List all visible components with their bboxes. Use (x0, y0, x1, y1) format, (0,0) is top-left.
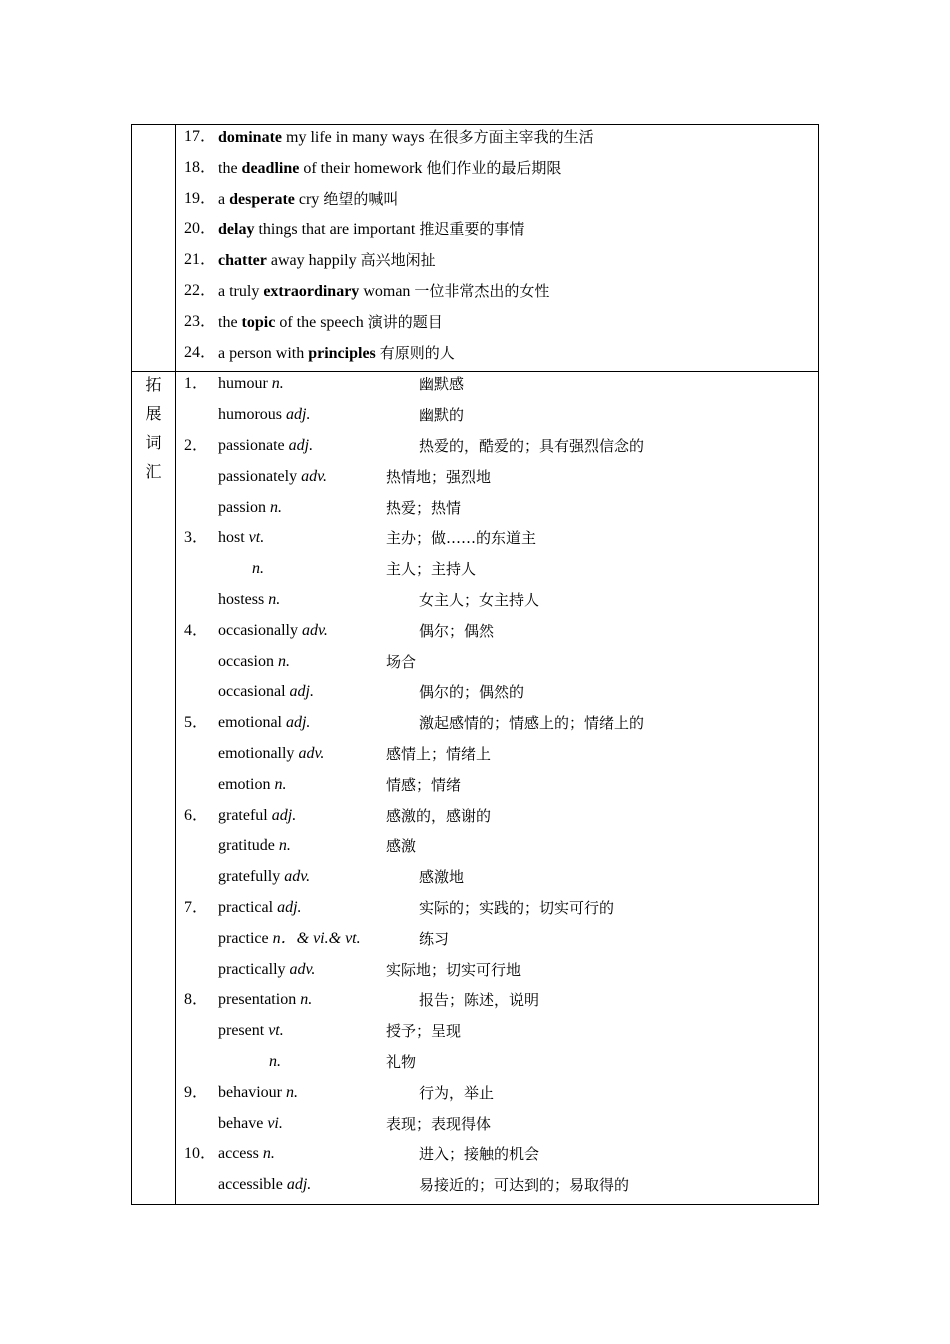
keyword: deadline (241, 159, 300, 177)
phrase-text (218, 248, 436, 273)
extended-vocab-row (132, 372, 819, 1205)
part-of-speech: n. (271, 375, 284, 393)
word-entry (218, 804, 296, 828)
word-family-item (176, 588, 818, 619)
part-of-speech: vi. (267, 1114, 283, 1132)
word-entry (218, 1112, 283, 1136)
phrase-item (176, 248, 818, 279)
word-family-item (176, 1142, 818, 1173)
phrase-text (218, 156, 561, 181)
part-of-speech: adj. (285, 714, 311, 732)
chinese-meaning: 场合 (386, 652, 417, 671)
headword: occasion (218, 652, 278, 670)
chinese-meaning: 表现；表现得体 (386, 1114, 492, 1133)
part-of-speech: adj. (277, 898, 302, 916)
item-number: 4． (184, 621, 209, 639)
word-entry (218, 650, 290, 674)
chinese-meaning: 进入；接触的机会 (419, 1145, 540, 1164)
chinese-meaning: 感激地 (419, 868, 465, 887)
chinese-meaning: 他们作业的最后期限 (426, 158, 562, 177)
part-of-speech: adj. (289, 683, 314, 701)
word-family-item (176, 773, 818, 804)
word-entry (218, 742, 324, 766)
extended-vocab-label (132, 372, 175, 488)
headword: passion (218, 498, 270, 516)
phrase-suffix: woman (359, 282, 411, 300)
phrase-text (218, 279, 549, 304)
chinese-meaning: 在很多方面主宰我的生活 (428, 128, 594, 146)
chinese-meaning: 实际地；切实可行地 (386, 960, 522, 979)
phrases-label-cell (132, 125, 176, 372)
chinese-meaning: 报告；陈述，说明 (419, 991, 540, 1010)
word-entry (218, 680, 314, 704)
phrase-text (218, 341, 455, 366)
phrase-item (176, 279, 818, 310)
item-number: 2． (184, 436, 209, 454)
word-family-item (176, 927, 818, 958)
word-entry (218, 927, 361, 951)
word-entry (218, 773, 286, 797)
word-entry (218, 958, 315, 982)
phrase-item (176, 341, 818, 372)
keyword: chatter (218, 252, 267, 270)
phrases-cell (176, 125, 819, 372)
headword: emotion (218, 775, 275, 793)
item-number: 8． (184, 991, 209, 1009)
keyword: dominate (218, 129, 282, 146)
part-of-speech: n. (252, 560, 264, 578)
part-of-speech: adj. (286, 406, 311, 424)
headword: practical (218, 898, 278, 916)
keyword: desperate (229, 190, 295, 208)
phrase-item (176, 187, 818, 218)
word-family-item (176, 711, 818, 742)
part-of-speech: n. (285, 1083, 298, 1101)
headword: gratitude (218, 837, 279, 855)
headword: humorous (218, 406, 286, 424)
chinese-meaning: 热爱的，酷爱的；具有强烈信念的 (419, 436, 645, 455)
word-entry (218, 1173, 311, 1197)
headword: occasionally (218, 621, 302, 639)
word-family-item (176, 465, 818, 496)
phrase-suffix: cry (294, 190, 320, 208)
vocabulary-table (131, 124, 819, 1205)
item-number: 21． (184, 251, 217, 269)
item-number: 23． (184, 312, 217, 330)
item-number: 19． (184, 189, 217, 207)
part-of-speech: vt. (248, 529, 265, 547)
word-entry (218, 588, 280, 612)
phrase-text (218, 125, 594, 150)
word-entry (218, 896, 302, 920)
item-number: 1． (184, 375, 209, 393)
word-family-item (176, 1081, 818, 1112)
phrase-suffix: of the speech (275, 313, 364, 331)
word-family-item (176, 680, 818, 711)
chinese-meaning: 练习 (419, 929, 450, 948)
headword: practically (218, 960, 290, 978)
part-of-speech: n. (274, 775, 287, 793)
part-of-speech: n. (269, 1052, 281, 1070)
word-entry (218, 619, 328, 643)
word-entry (218, 434, 313, 458)
item-number: 7． (184, 898, 209, 916)
extended-vocab-cell (176, 372, 819, 1205)
phrase-suffix: of their homework (299, 159, 423, 177)
headword: present (218, 1022, 269, 1040)
category-label-char: 汇 (145, 462, 162, 482)
item-number: 24． (184, 343, 217, 361)
word-family-item (176, 434, 818, 465)
part-of-speech: n. (277, 652, 290, 670)
word-entry (218, 496, 282, 520)
part-of-speech: adv. (289, 960, 316, 978)
phrase-suffix: things that are important (254, 221, 416, 239)
phrase-item (176, 156, 818, 187)
part-of-speech: adj. (271, 806, 297, 824)
word-entry (218, 1019, 284, 1043)
chinese-meaning: 一位非常杰出的女性 (414, 281, 550, 300)
phrase-text (218, 187, 398, 212)
word-entry (218, 1081, 298, 1105)
part-of-speech: adv. (301, 467, 328, 485)
phrase-item (176, 125, 818, 156)
phrase-suffix: away happily (266, 252, 357, 270)
item-number: 22． (184, 281, 217, 299)
phrase-prefix: a (218, 190, 230, 208)
headword: grateful (218, 806, 272, 824)
chinese-meaning: 感激 (386, 837, 417, 856)
chinese-meaning: 幽默的 (419, 406, 465, 425)
word-entry (218, 834, 291, 858)
item-number: 6． (184, 806, 209, 824)
phrase-text (218, 217, 524, 242)
headword: host (218, 529, 249, 547)
headword: presentation (218, 991, 301, 1009)
word-family-item (176, 403, 818, 434)
word-entry (252, 557, 264, 581)
part-of-speech: n. (262, 1145, 275, 1163)
headword: emotional (218, 714, 286, 732)
word-family-item (176, 526, 818, 557)
chinese-meaning: 情感；情绪 (386, 775, 462, 794)
word-family-item (176, 742, 818, 773)
chinese-meaning: 幽默感 (419, 375, 465, 394)
word-family-item (176, 1019, 818, 1050)
part-of-speech: n．& vi.& vt. (272, 929, 361, 947)
category-label-char: 展 (145, 404, 162, 424)
part-of-speech: n. (268, 590, 281, 608)
headword: emotionally (218, 744, 299, 762)
word-family-item (176, 557, 818, 588)
part-of-speech: n. (278, 837, 291, 855)
chinese-meaning: 易接近的；可达到的；易取得的 (419, 1176, 630, 1195)
headword: behave (218, 1114, 268, 1132)
chinese-meaning: 激起感情的；情感上的；情绪上的 (419, 714, 645, 733)
word-family-item (176, 372, 818, 403)
word-family-item (176, 619, 818, 650)
part-of-speech: adv. (301, 621, 328, 639)
phrase-item (176, 310, 818, 341)
word-family-item (176, 496, 818, 527)
chinese-meaning: 礼物 (386, 1052, 417, 1071)
chinese-meaning: 绝望的喊叫 (323, 189, 399, 208)
word-entry (269, 1050, 281, 1074)
chinese-meaning: 感情上；情绪上 (386, 744, 492, 763)
word-entry (218, 465, 327, 489)
word-family-item (176, 650, 818, 681)
keyword: principles (308, 344, 376, 362)
chinese-meaning: 有原则的人 (379, 343, 455, 362)
chinese-meaning: 偶尔的；偶然的 (419, 683, 525, 702)
item-number: 3． (184, 529, 209, 547)
item-number: 18． (184, 158, 217, 176)
chinese-meaning: 主人；主持人 (386, 560, 477, 579)
chinese-meaning: 实际的；实践的；切实可行的 (419, 898, 615, 917)
phrase-prefix: the (218, 159, 242, 177)
part-of-speech: adv. (284, 868, 311, 886)
word-family-item (176, 804, 818, 835)
item-number: 9． (184, 1083, 209, 1101)
word-family-list (176, 372, 818, 1204)
phrase-prefix: a truly (218, 282, 264, 300)
chinese-meaning: 行为，举止 (419, 1083, 495, 1102)
part-of-speech: vt. (268, 1022, 284, 1040)
chinese-meaning: 偶尔；偶然 (419, 621, 495, 640)
headword: access (218, 1145, 263, 1163)
chinese-meaning: 授予；呈现 (386, 1022, 462, 1041)
chinese-meaning: 女主人；女主持人 (419, 590, 540, 609)
headword: passionate (218, 436, 289, 454)
part-of-speech: n. (300, 991, 313, 1009)
word-entry (218, 988, 312, 1012)
chinese-meaning: 热情地；强烈地 (386, 467, 492, 486)
word-entry (218, 1142, 275, 1166)
phrase-item (176, 217, 818, 248)
part-of-speech: adj. (286, 1176, 312, 1194)
chinese-meaning: 高兴地闲扯 (360, 251, 436, 270)
headword: passionately (218, 467, 302, 485)
headword: humour (218, 375, 272, 393)
phrases-row (132, 125, 819, 372)
headword: practice (218, 929, 273, 947)
phrase-prefix: a person with (218, 344, 309, 362)
item-number: 5． (184, 714, 209, 732)
word-entry (218, 865, 310, 889)
phrase-text (218, 310, 443, 335)
word-entry (218, 372, 284, 396)
part-of-speech: adj. (288, 436, 314, 454)
phrase-prefix: the (218, 313, 242, 331)
extended-vocab-label-cell (132, 372, 176, 1205)
word-family-item (176, 1112, 818, 1143)
word-family-item (176, 958, 818, 989)
category-label-char: 拓 (145, 375, 162, 395)
word-entry (218, 403, 310, 427)
word-family-item (176, 865, 818, 896)
headword: hostess (218, 590, 269, 608)
headword: accessible (218, 1176, 287, 1194)
chinese-meaning: 感激的，感谢的 (386, 806, 492, 825)
chinese-meaning: 热爱；热情 (386, 498, 462, 517)
keyword: delay (218, 221, 255, 239)
category-label-char: 词 (145, 433, 162, 453)
item-number: 17． (184, 128, 217, 145)
chinese-meaning: 演讲的题目 (367, 312, 443, 331)
chinese-meaning: 主办；做……的东道主 (386, 529, 537, 548)
phrase-suffix: my life in many ways (282, 129, 425, 146)
item-number: 20． (184, 220, 217, 238)
chinese-meaning: 推迟重要的事情 (419, 220, 525, 239)
word-entry (218, 526, 264, 550)
word-family-item (176, 1050, 818, 1081)
word-family-item (176, 896, 818, 927)
word-family-item (176, 988, 818, 1019)
word-family-item (176, 1173, 818, 1204)
phrase-list (176, 125, 818, 371)
headword: gratefully (218, 868, 285, 886)
headword: occasional (218, 683, 290, 701)
word-entry (218, 711, 310, 735)
part-of-speech: adv. (298, 744, 325, 762)
part-of-speech: n. (270, 498, 282, 516)
item-number: 10． (184, 1145, 217, 1163)
keyword: topic (241, 313, 276, 331)
headword: behaviour (218, 1083, 286, 1101)
word-family-item (176, 834, 818, 865)
keyword: extraordinary (263, 282, 360, 300)
